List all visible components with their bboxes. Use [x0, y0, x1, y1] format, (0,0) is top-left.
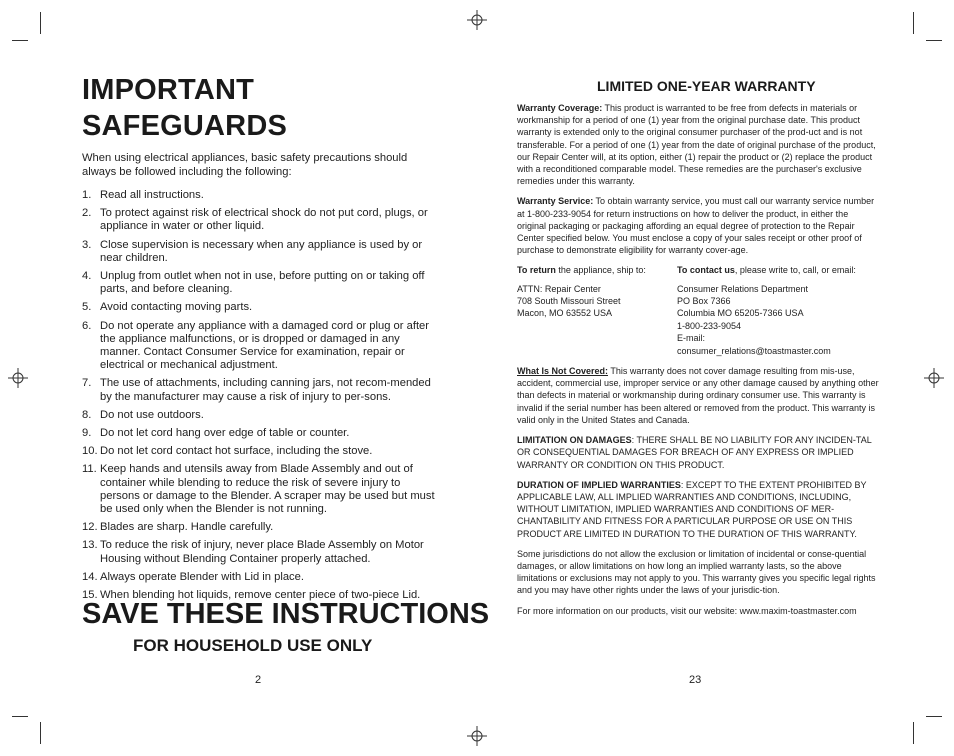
- warranty-service-paragraph: [517, 195, 879, 256]
- not-covered-label: What Is Not Covered:: [517, 366, 609, 377]
- safeguard-item-number: 5.: [82, 301, 92, 314]
- contact-instructions: [677, 264, 879, 276]
- safeguard-item-text: To reduce the risk of injury, never place Blade Assembly on Motor Housing without Blending Container properly attached.: [100, 539, 424, 565]
- safeguard-item-text: Do not let cord contact hot surface, including the stove.: [100, 445, 373, 458]
- safeguard-item: [82, 320, 437, 373]
- safeguards-intro: When using electrical appliances, basic safety precautions should always be followed including the following:: [82, 152, 408, 178]
- repair-center-address: [517, 283, 677, 357]
- limitation-text: : THERE SHALL BE NO LIABILITY FOR ANY INCIDEN-TAL OR CONSEQUENTIAL DAMAGES FOR BREACH OF ANY EXPRESS OR IMPLIED WARRANTY OR CONDITION ON THIS PRODUCT.: [517, 435, 872, 470]
- safeguard-item-text: Unplug from outlet when not in use, before putting on or taking off parts, and before cleaning.: [100, 270, 425, 296]
- address-line: PO Box 7366: [677, 296, 731, 307]
- safeguard-item: [82, 463, 437, 516]
- safeguard-item-number: 9.: [82, 427, 92, 440]
- crop-mark: [40, 12, 41, 34]
- crop-mark: [926, 40, 942, 41]
- safeguard-item-number: 2.: [82, 207, 92, 220]
- safeguard-item: [82, 207, 437, 233]
- contact-label: To contact us: [677, 265, 735, 276]
- phone-number: 1-800-233-9054: [677, 320, 742, 331]
- duration-text: : EXCEPT TO THE EXTENT PROHIBITED BY APPLICABLE LAW, ALL IMPLIED WARRANTIES AND CONDITIONS, INCLUDING, WITHOUT LIMITATION, IMPLIED WARRANTIES AND CONDITIONS OF MER-CHANTABILITY AND FITNESS FOR A PARTICULAR PURPOSE OR USE ON THIS PRODUCT ARE LIMITED IN DURATION TO THE DURATION OF THIS WARRANTY.: [517, 479, 867, 539]
- jurisdiction-paragraph: Some jurisdictions do not allow the exclusion or limitation of incidental or conse-quential damages, or allow limitations on how long an implied warranty lasts, so the above limitations or exclusions may not apply to you. This warranty gives you specific legal rights and you may have other rights under the laws of your jurisdic-tion.: [517, 548, 876, 596]
- safeguard-item: [82, 301, 437, 314]
- household-use-heading: FOR HOUSEHOLD USE ONLY: [133, 636, 373, 655]
- safeguard-item: [82, 270, 437, 296]
- warranty-coverage-paragraph: [517, 102, 879, 187]
- safeguard-item-number: 14.: [82, 570, 98, 583]
- right-page: [517, 78, 879, 625]
- safeguard-item-text: Always operate Blender with Lid in place.: [100, 570, 304, 583]
- safeguard-item-text: Blades are sharp. Handle carefully.: [100, 521, 274, 534]
- safeguard-item: [82, 239, 437, 265]
- return-label: To return: [517, 265, 556, 276]
- warranty-title: LIMITED ONE-YEAR WARRANTY: [597, 78, 816, 94]
- safeguard-item-text: Avoid contacting moving parts.: [100, 301, 253, 314]
- address-line: ATTN: Repair Center: [517, 283, 601, 294]
- safeguard-item-number: 8.: [82, 408, 92, 421]
- not-covered-paragraph: [517, 365, 879, 426]
- crop-mark: [40, 722, 41, 744]
- registration-mark-icon: [8, 368, 28, 388]
- safeguard-item-number: 6.: [82, 319, 92, 332]
- page-number-left: 2: [255, 674, 262, 686]
- crop-mark: [913, 12, 914, 34]
- safeguard-item-number: 12.: [82, 521, 98, 534]
- address-block: [517, 283, 879, 357]
- safeguard-item-number: 11.: [82, 463, 97, 476]
- not-covered-text: This warranty does not cover damage resulting from mis-use, accident, commercial use, improper service or any other damage caused by anything other than defects in material or workmanship during ordinary consumer use. This warranty is invalid if the serial number has been altered or removed from the product. This warranty is valid only in the United States and Canada.: [517, 366, 879, 425]
- limitation-label: LIMITATION ON DAMAGES: [517, 435, 632, 446]
- safeguard-item-text: When blending hot liquids, remove center piece of two-piece Lid.: [100, 589, 421, 602]
- crop-mark: [12, 716, 28, 717]
- address-line: Consumer Relations Department: [677, 283, 809, 294]
- safeguard-item: [82, 539, 437, 565]
- safeguard-item-text: Do not use outdoors.: [100, 408, 204, 421]
- safeguard-item-number: 1.: [82, 189, 92, 201]
- contact-text: , please write to, call, or email:: [734, 265, 856, 276]
- safeguard-item: [82, 427, 437, 440]
- left-page: [82, 72, 437, 607]
- save-instructions-title: SAVE THESE INSTRUCTIONS: [82, 598, 490, 630]
- safeguard-item-text: To protect against risk of electrical shock do not put cord, plugs, or appliance in water or other liquid.: [100, 207, 428, 233]
- duration-paragraph: [517, 479, 879, 540]
- return-instructions: [517, 264, 677, 276]
- service-text: To obtain warranty service, you must call our warranty service number at 1-800-233-9054 for return instructions on how to deliver the product, in either the original packaging or packaging affording an equal degree of protection to the Repair Center specified below. You must enclose a copy of your sales receipt or other proof of purchase to demonstrate eligibility for warranty cover-age.: [517, 196, 875, 256]
- safeguard-item-number: 10.: [82, 445, 98, 458]
- crop-mark: [12, 40, 28, 41]
- crop-mark: [926, 716, 942, 717]
- safeguard-item: [82, 189, 437, 202]
- safeguard-item-number: 3.: [82, 238, 92, 251]
- safeguard-item-number: 13.: [82, 539, 98, 552]
- address-line: Macon, MO 63552 USA: [517, 308, 613, 319]
- safeguard-item: [82, 521, 437, 534]
- safeguard-item-text: Close supervision is necessary when any appliance is used by or near children.: [100, 238, 423, 264]
- service-label: Warranty Service:: [517, 196, 594, 207]
- safeguard-item: [82, 377, 437, 403]
- ship-contact-row: [517, 264, 879, 276]
- email-label: E-mail:: [677, 333, 706, 344]
- safeguard-item: [82, 571, 437, 584]
- safeguard-item-text: Do not operate any appliance with a damaged cord or plug or after the appliance malfunctions, or is dropped or damaged in any manner. Contact Consumer Service for examination, repair or electrical or mechanical adjustment.: [100, 319, 429, 372]
- registration-mark-icon: [467, 10, 487, 30]
- safeguards-title: IMPORTANT SAFEGUARDS: [82, 74, 288, 142]
- crop-mark: [913, 722, 914, 744]
- safeguard-item-number: 4.: [82, 270, 92, 283]
- safeguard-item-text: Read all instructions.: [100, 189, 204, 201]
- safeguard-item-number: 7.: [82, 377, 92, 390]
- duration-label: DURATION OF IMPLIED WARRANTIES: [517, 479, 681, 490]
- email-address: consumer_relations@toastmaster.com: [677, 345, 831, 356]
- address-line: Columbia MO 65205-7366 USA: [677, 308, 804, 319]
- safeguard-item: [82, 409, 437, 422]
- more-info-paragraph: For more information on our products, visit our website: www.maxim-toastmaster.com: [517, 605, 857, 616]
- registration-mark-icon: [467, 726, 487, 746]
- limitation-paragraph: [517, 434, 879, 471]
- safeguard-item-text: The use of attachments, including canning jars, not recom-mended by the manufacturer may cause a risk of injury to per-sons.: [100, 377, 431, 403]
- safeguard-item-text: Keep hands and utensils away from Blade Assembly and out of container while blending to reduce the risk of severe injury to persons or damage to the Blender. A scraper may be used but must be used only when the Blender is not running.: [100, 463, 435, 516]
- registration-mark-icon: [924, 368, 944, 388]
- safeguard-item-text: Do not let cord hang over edge of table or counter.: [100, 427, 350, 440]
- return-text: the appliance, ship to:: [558, 265, 646, 276]
- coverage-label: Warranty Coverage:: [517, 103, 603, 113]
- safeguard-item: [82, 445, 437, 458]
- address-line: 708 South Missouri Street: [517, 296, 621, 307]
- page-number-right: 23: [689, 674, 702, 686]
- coverage-text: This product is warranted to be free from defects in materials or workmanship for a period of one (1) year from the original purchase date. This product warranty is extended only to the original consumer purchaser of the prod-uct and is not transferable. For a period of one (1) year from the date of original purchase of the product, our Repair Center will, at its option, either (1) repair the product or (2) replace the product with a reconditioned comparable model. These remedies are the purchaser's exclusive remedies under this warranty.: [517, 103, 876, 187]
- safeguards-list: [82, 189, 437, 602]
- safeguard-item-number: 15.: [82, 589, 98, 602]
- consumer-relations-address: [677, 283, 879, 357]
